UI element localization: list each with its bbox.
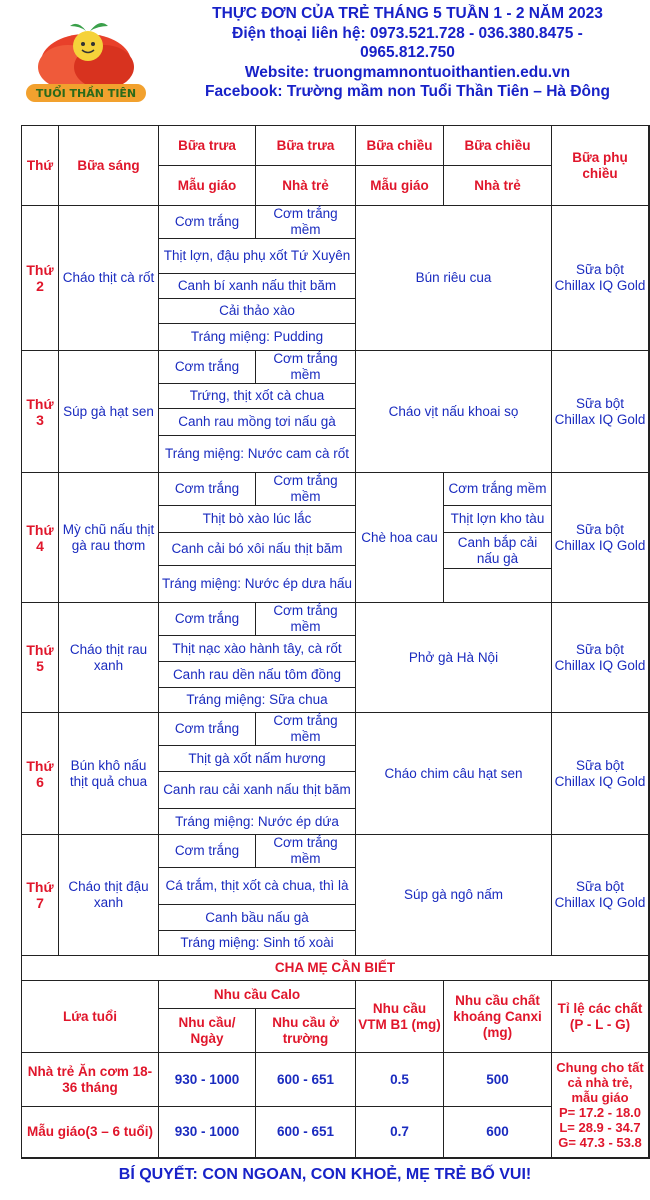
header-nha-tre-2: Nhà trẻ [444, 166, 552, 206]
afternoon-thu-6: Cháo chim câu hạt sen [356, 713, 552, 835]
breakfast-thu-4: Mỳ chũ nấu thịt gà rau thơm [59, 473, 159, 603]
afternoon-nt-thu-4: Thịt lợn kho tàu [444, 506, 552, 533]
lunch-item-thu-5: Tráng miệng: Sữa chua [159, 688, 356, 713]
facebook-line[interactable]: Facebook: Trường mầm non Tuổi Thần Tiên – Hà Đông [205, 83, 610, 100]
info-title: CHA MẸ CẦN BIẾT [22, 956, 649, 981]
breakfast-thu-5: Cháo thịt rau xanh [59, 603, 159, 713]
day-thu-5: Thứ 5 [22, 603, 59, 713]
page-title: THỰC ĐƠN CỦA TRẺ THÁNG 5 TUẦN 1 - 2 NĂM 2023 [212, 5, 603, 22]
info-vtm-mau-giao: 0.7 [356, 1107, 444, 1158]
header-bua-sang: Bữa sáng [59, 126, 159, 206]
lunch-nt-rice-thu-7: Cơm trắng mềm [256, 835, 356, 868]
info-at-school-nha-tre: 600 - 651 [256, 1053, 356, 1107]
day-thu-6: Thứ 6 [22, 713, 59, 835]
afternoon-thu-2: Bún riêu cua [356, 206, 552, 351]
lunch-item-thu-6: Tráng miệng: Nước ép dứa [159, 809, 356, 835]
lunch-nt-rice-thu-5: Cơm trắng mềm [256, 603, 356, 636]
breakfast-thu-2: Cháo thịt cà rốt [59, 206, 159, 351]
info-col-per-day: Nhu cầu/ Ngày [159, 1009, 256, 1053]
snack-thu-3: Sữa bột Chillax IQ Gold [552, 351, 649, 473]
lunch-item-thu-4: Thịt bò xào lúc lắc [159, 506, 356, 533]
lunch-item-thu-2: Cải thảo xào [159, 299, 356, 324]
snack-thu-5: Sữa bột Chillax IQ Gold [552, 603, 649, 713]
breakfast-thu-7: Cháo thịt đậu xanh [59, 835, 159, 956]
info-vtm-nha-tre: 0.5 [356, 1053, 444, 1107]
header-bua-trua-mg: Bữa trưa [159, 126, 256, 166]
header-mau-giao-2: Mẫu giáo [356, 166, 444, 206]
lunch-nt-rice-thu-2: Cơm trắng mềm [256, 206, 356, 239]
afternoon-mg-thu-4: Chè hoa cau [356, 473, 444, 603]
info-age-mau-giao: Mẫu giáo(3 – 6 tuổi) [22, 1107, 159, 1158]
day-thu-4: Thứ 4 [22, 473, 59, 603]
ratio-p: P= 17.2 - 18.0 [558, 1105, 642, 1120]
lunch-nt-rice-thu-4: Cơm trắng mềm [256, 473, 356, 506]
lunch-mg-rice-thu-6: Cơm trắng [159, 713, 256, 746]
info-per-day-nha-tre: 930 - 1000 [159, 1053, 256, 1107]
lunch-mg-rice-thu-2: Cơm trắng [159, 206, 256, 239]
ratio-note: Chung cho tất cả nhà trẻ, mẫu giáo [556, 1060, 644, 1105]
info-col-ratio: Tỉ lệ các chất (P - L - G) [552, 981, 649, 1053]
snack-thu-4: Sữa bột Chillax IQ Gold [552, 473, 649, 603]
info-canxi-nha-tre: 500 [444, 1053, 552, 1107]
info-col-canxi: Nhu cầu chất khoáng Canxi (mg) [444, 981, 552, 1053]
lunch-item-thu-3: Tráng miệng: Nước cam cà rốt [159, 436, 356, 473]
lunch-item-thu-7: Canh bầu nấu gà [159, 905, 356, 931]
snack-thu-7: Sữa bột Chillax IQ Gold [552, 835, 649, 956]
lunch-item-thu-3: Canh rau mồng tơi nấu gà [159, 409, 356, 436]
info-canxi-mau-giao: 600 [444, 1107, 552, 1158]
snack-thu-6: Sữa bột Chillax IQ Gold [552, 713, 649, 835]
lunch-item-thu-4: Canh cải bó xôi nấu thịt băm [159, 533, 356, 566]
info-per-day-mau-giao: 930 - 1000 [159, 1107, 256, 1158]
breakfast-thu-3: Súp gà hạt sen [59, 351, 159, 473]
info-col-at-school: Nhu cầu ở trường [256, 1009, 356, 1053]
header-bua-chieu-nt: Bữa chiều [444, 126, 552, 166]
day-thu-7: Thứ 7 [22, 835, 59, 956]
lunch-nt-rice-thu-3: Cơm trắng mềm [256, 351, 356, 384]
lunch-item-thu-5: Canh rau dền nấu tôm đồng [159, 662, 356, 688]
afternoon-thu-7: Súp gà ngô nấm [356, 835, 552, 956]
info-col-calo: Nhu cầu Calo [159, 981, 356, 1009]
header-bua-trua-nt: Bữa trưa [256, 126, 356, 166]
info-at-school-mau-giao: 600 - 651 [256, 1107, 356, 1158]
info-col-vtm: Nhu cầu VTM B1 (mg) [356, 981, 444, 1053]
lunch-item-thu-2: Tráng miệng: Pudding [159, 324, 356, 351]
header-bua-chieu-mg: Bữa chiều [356, 126, 444, 166]
header [0, 0, 650, 125]
info-col-age: Lứa tuổi [22, 981, 159, 1053]
header-bua-phu: Bữa phụ chiều [552, 126, 649, 206]
lunch-item-thu-2: Thịt lợn, đậu phụ xốt Tứ Xuyên [159, 239, 356, 274]
lunch-mg-rice-thu-7: Cơm trắng [159, 835, 256, 868]
menu-table [21, 125, 650, 1159]
logo-text: TUỔI THẦN TIÊN [35, 87, 137, 100]
lunch-item-thu-5: Thịt nạc xào hành tây, cà rốt [159, 636, 356, 662]
info-ratio-values [552, 1053, 649, 1158]
lunch-item-thu-4: Tráng miệng: Nước ép dưa hấu [159, 566, 356, 603]
afternoon-nt-thu-4: Canh bắp cải nấu gà [444, 533, 552, 569]
lunch-mg-rice-thu-4: Cơm trắng [159, 473, 256, 506]
school-logo-icon [8, 12, 163, 107]
afternoon-nt-thu-4: Cơm trắng mềm [444, 473, 552, 506]
afternoon-thu-3: Cháo vịt nấu khoai sọ [356, 351, 552, 473]
phone-line-2: 0965.812.750 [360, 44, 455, 61]
lunch-mg-rice-thu-5: Cơm trắng [159, 603, 256, 636]
phone-line: Điện thoại liên hệ: 0973.521.728 - 036.380.8475 - [232, 24, 583, 42]
afternoon-thu-5: Phở gà Hà Nội [356, 603, 552, 713]
day-thu-3: Thứ 3 [22, 351, 59, 473]
info-age-nha-tre: Nhà trẻ Ăn cơm 18-36 tháng [22, 1053, 159, 1107]
website-line[interactable]: Website: truongmamnontuoithantien.edu.vn [244, 63, 571, 81]
lunch-item-thu-2: Canh bí xanh nấu thịt băm [159, 274, 356, 299]
ratio-g: G= 47.3 - 53.8 [558, 1135, 642, 1150]
header-mau-giao-1: Mẫu giáo [159, 166, 256, 206]
snack-thu-2: Sữa bột Chillax IQ Gold [552, 206, 649, 351]
lunch-item-thu-6: Thịt gà xốt nấm hương [159, 746, 356, 772]
lunch-mg-rice-thu-3: Cơm trắng [159, 351, 256, 384]
header-nha-tre-1: Nhà trẻ [256, 166, 356, 206]
day-thu-2: Thứ 2 [22, 206, 59, 351]
lunch-item-thu-7: Cá trắm, thịt xốt cà chua, thì là [159, 868, 356, 905]
breakfast-thu-6: Bún khô nấu thịt quả chua [59, 713, 159, 835]
header-thu: Thứ [22, 126, 59, 206]
lunch-item-thu-3: Trứng, thịt xốt cà chua [159, 384, 356, 409]
lunch-nt-rice-thu-6: Cơm trắng mềm [256, 713, 356, 746]
afternoon-nt-empty-thu-4 [444, 569, 552, 603]
lunch-item-thu-6: Canh rau cải xanh nấu thịt băm [159, 772, 356, 809]
footer-slogan: BÍ QUYẾT: CON NGOAN, CON KHOẺ, MẸ TRẺ BỐ VUI! [118, 1166, 532, 1183]
lunch-item-thu-7: Tráng miệng: Sinh tố xoài [159, 931, 356, 956]
ratio-l: L= 28.9 - 34.7 [559, 1120, 641, 1135]
